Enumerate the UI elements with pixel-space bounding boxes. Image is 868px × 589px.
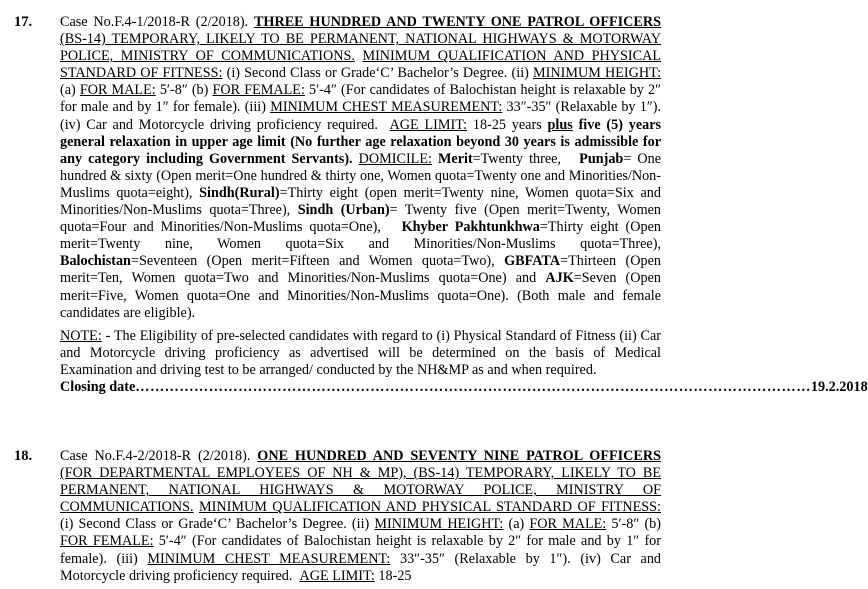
kp-value: =Thirty eight (Open merit=Twenty nine, Women quota=Six and Minorities/Non-Muslims quota=Three), bbox=[60, 219, 661, 253]
entry-body bbox=[60, 14, 661, 322]
male-height: 5′-8″ (b) bbox=[159, 82, 209, 99]
note-label: NOTE: bbox=[60, 327, 102, 344]
min-height-label: MINIMUM HEIGHT: bbox=[374, 516, 504, 533]
sindh-rural-label: Sindh(Rural) bbox=[199, 184, 280, 201]
post-description: (FOR DEPARTMENTAL EMPLOYEES OF NH & MP), (BS-14) TEMPORARY, LIKELY TO BE PERMANENT, NATIONAL HIGHWAYS & MOTORWAY POLICE, MINISTRY OF COMMUNICATIONS. bbox=[60, 465, 661, 516]
female-height: 5′-4″ (For candidates of Balochistan height is relaxable by 2″ for male and by 1″ for female). (iii) bbox=[60, 533, 661, 567]
entry-number: 18. bbox=[14, 448, 33, 464]
balochistan-value: =Seventeen (Open merit=Fifteen and Women quota=Two), bbox=[130, 253, 495, 270]
entry-18 bbox=[60, 448, 661, 585]
closing-date-line bbox=[60, 378, 868, 396]
merit-label: Merit bbox=[438, 150, 473, 167]
min-qualification-text: (i) Second Class or Grade‘C’ Bachelor’s Degree. (ii) bbox=[60, 516, 370, 533]
post-title: THREE HUNDRED AND TWENTY ONE PATROL OFFICERS bbox=[253, 14, 662, 30]
ajk-value: =Seven (Open merit=Five, Women quota=One and Minorities/Non-Muslims quota=One). (Both male and female candidates are eligible). bbox=[60, 270, 662, 321]
note-paragraph bbox=[60, 328, 661, 379]
age-plus: plus bbox=[547, 116, 573, 133]
post-title: ONE HUNDRED AND SEVENTY NINE PATROL OFFICERS bbox=[257, 448, 662, 464]
sindh-rural-value: =Thirty eight (open merit=Twenty nine, Women quota=Six and Minorities/Non-Muslims quota=Three), bbox=[60, 184, 661, 219]
case-number: Case No.F.4-2/2018-R (2/2018). bbox=[60, 448, 251, 464]
punjab-label: Punjab bbox=[579, 150, 624, 167]
chest-value: 33″-35″ (Relaxable by 1″). (iv) Car and Motorcycle driving proficiency required. bbox=[60, 550, 662, 584]
entry-body bbox=[60, 448, 661, 585]
min-height-label: MINIMUM HEIGHT: bbox=[533, 65, 662, 82]
age-relaxation: five (5) years general relaxation in upper age limit (No further age relaxation beyond 30 years is admissible for any category including Government Servants). bbox=[60, 116, 662, 167]
ajk-label: AJK bbox=[545, 270, 574, 287]
note-text: - The Eligibility of pre-selected candidates with regard to (i) Physical Standard of Fitness (ii) Car and Motorcycle driving proficiency as advertised will be determined on the basis of Medical Examination and driving test to be arranged/ conducted by the NH&MP as and when required. bbox=[60, 327, 661, 378]
min-qualification-label: MINIMUM QUALIFICATION AND PHYSICAL STANDARD OF FITNESS: bbox=[60, 48, 661, 82]
punjab-value: = One hundred & sixty (Open merit=One hundred & thirty one, Women quota=Twenty one and Minorities/Non-Muslims quota=eight), bbox=[60, 150, 662, 201]
chest-value: 33″-35″ (Relaxable by 1″). (iv) Car and Motorcycle driving proficiency required. bbox=[60, 99, 662, 133]
age-limit-value: 18-25 years bbox=[472, 116, 542, 133]
min-qualification-text: (i) Second Class or Grade‘C’ Bachelor’s Degree. (ii) bbox=[226, 65, 529, 82]
entry-number: 17. bbox=[14, 14, 33, 30]
male-label: FOR MALE: bbox=[529, 516, 607, 533]
height-item-a: (a) bbox=[508, 516, 525, 533]
male-label: FOR MALE: bbox=[79, 82, 156, 99]
sindh-urban-label: Sindh (Urban) bbox=[297, 202, 390, 219]
female-label: FOR FEMALE: bbox=[60, 533, 154, 550]
sindh-urban-value: = Twenty five (Open merit=Twenty, Women quota=Four and Minorities/Non-Muslims quota=One), bbox=[60, 202, 661, 236]
post-description: (BS-14) TEMPORARY, LIKELY TO BE PERMANENT, NATIONAL HIGHWAYS & MOTORWAY POLICE, MINISTRY OF COMMUNICATIONS. bbox=[60, 31, 661, 65]
min-qualification-label: MINIMUM QUALIFICATION AND PHYSICAL STANDARD OF FITNESS: bbox=[199, 499, 662, 516]
female-label: FOR FEMALE: bbox=[212, 82, 305, 99]
chest-label: MINIMUM CHEST MEASUREMENT: bbox=[270, 99, 503, 116]
case-number: Case No.F.4-1/2018-R (2/2018). bbox=[60, 14, 249, 30]
gbfata-value: =Thirteen (Open merit=Ten, Women quota=Two and Minorities/Non-Muslims quota=One) and bbox=[60, 253, 662, 287]
age-limit-value: 18-25 bbox=[378, 567, 412, 584]
age-limit-label: AGE LIMIT: bbox=[299, 567, 375, 584]
closing-date-label: Closing date bbox=[60, 378, 136, 395]
age-limit-label: AGE LIMIT: bbox=[389, 116, 468, 133]
merit-value: =Twenty three, bbox=[472, 150, 561, 167]
domicile-label: DOMICILE: bbox=[358, 150, 432, 167]
height-item-a: (a) bbox=[60, 82, 76, 99]
entry-17 bbox=[60, 14, 868, 396]
kp-label: Khyber Pakhtunkhwa bbox=[401, 219, 540, 236]
closing-date-value: 19.2.2018 bbox=[810, 378, 868, 395]
closing-date-leader: ………………………………………………………………………………………………………………………… bbox=[135, 378, 811, 395]
female-height: 5′-4″ (For candidates of Balochistan height is relaxable by 2″ for male and by 1″ for female). (iii) bbox=[60, 82, 662, 116]
chest-label: MINIMUM CHEST MEASUREMENT: bbox=[147, 550, 391, 567]
gbfata-label: GBFATA bbox=[504, 253, 561, 270]
balochistan-label: Balochistan bbox=[60, 253, 131, 270]
male-height: 5′-8″ (b) bbox=[611, 516, 661, 533]
